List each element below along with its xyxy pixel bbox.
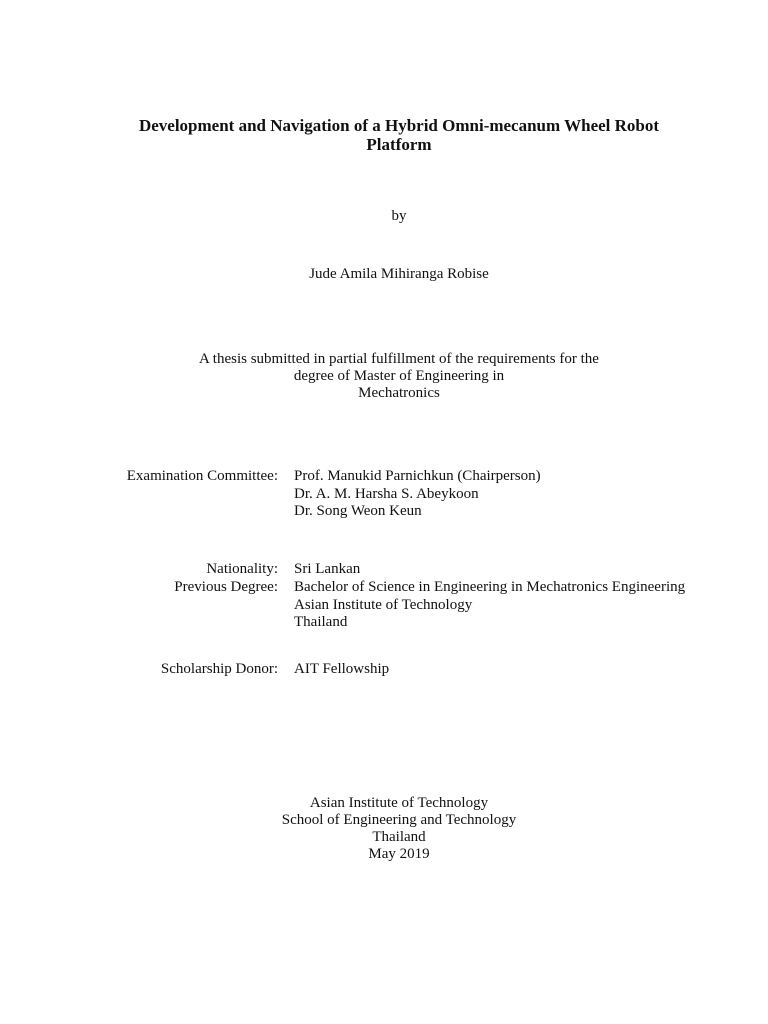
- purpose-line-1: A thesis submitted in partial fulfillment of the requirements for the: [199, 351, 599, 367]
- institution-block: [84, 795, 714, 863]
- institution-country: Thailand: [372, 829, 426, 845]
- committee-label: Examination Committee:: [126, 468, 278, 484]
- institution-school: School of Engineering and Technology: [281, 812, 517, 828]
- previous-degree-line: Bachelor of Science in Engineering in Mechatronics Engineering: [294, 579, 686, 595]
- institution-name: Asian Institute of Technology: [309, 795, 489, 811]
- previous-degree-label: Previous Degree:: [174, 579, 278, 595]
- thesis-title-line-2: Platform: [366, 135, 432, 154]
- thesis-purpose: [84, 351, 714, 402]
- thesis-title: [84, 116, 714, 154]
- purpose-line-2: degree of Master of Engineering in: [293, 368, 505, 384]
- committee-members: [294, 468, 541, 521]
- nationality-label: Nationality:: [206, 561, 278, 577]
- committee-member: Prof. Manukid Parnichkun (Chairperson): [294, 468, 541, 484]
- submission-date: May 2019: [368, 846, 430, 862]
- previous-degree-value: [294, 579, 685, 632]
- committee-member: Dr. Song Weon Keun: [294, 503, 422, 519]
- committee-member: Dr. A. M. Harsha S. Abeykoon: [294, 485, 479, 502]
- scholarship-value: AIT Fellowship: [294, 661, 390, 677]
- by-label: by: [391, 208, 407, 224]
- previous-degree-line: Asian Institute of Technology: [294, 596, 473, 613]
- author-name: Jude Amila Mihiranga Robise: [309, 266, 489, 282]
- purpose-line-3: Mechatronics: [358, 385, 440, 401]
- previous-degree-line: Thailand: [294, 614, 348, 630]
- scholarship-label: Scholarship Donor:: [160, 661, 278, 677]
- thesis-title-line-1: Development and Navigation of a Hybrid Omni-mecanum Wheel Robot: [138, 116, 660, 135]
- nationality-value: Sri Lankan: [294, 561, 361, 577]
